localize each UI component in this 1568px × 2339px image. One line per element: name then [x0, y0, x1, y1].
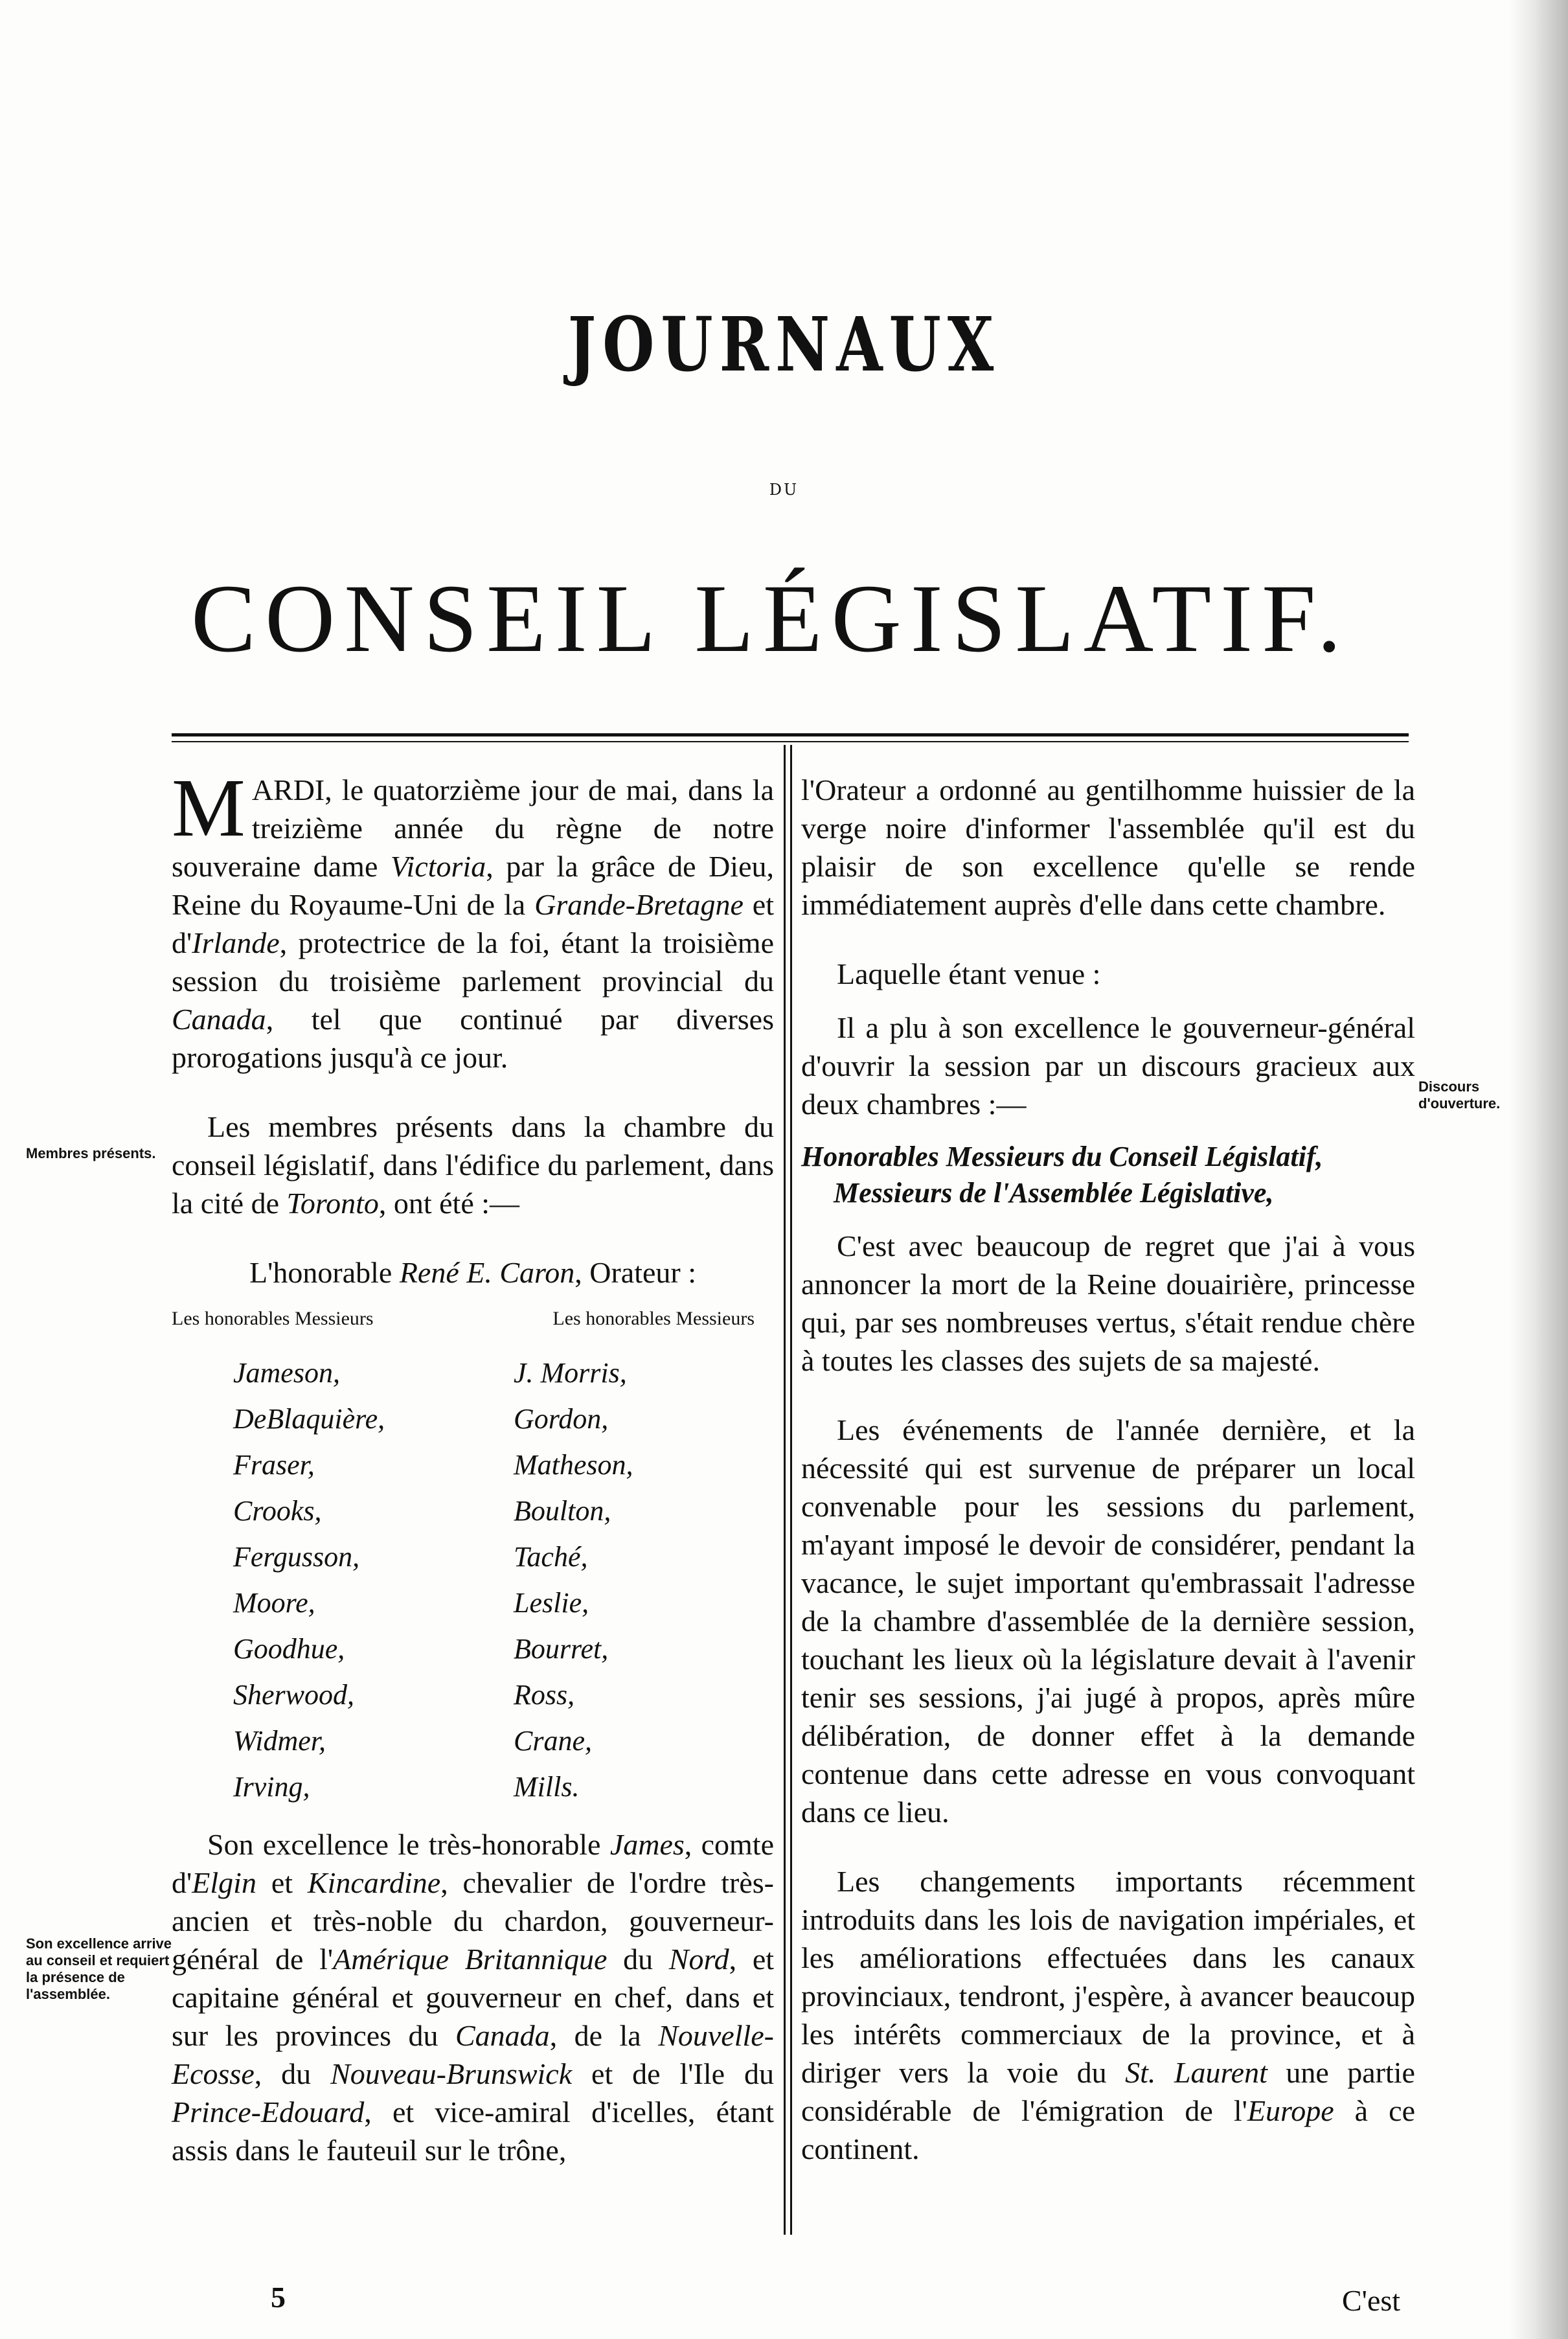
member-name: Gordon,: [514, 1403, 609, 1435]
speech-paragraph-2: Les événements de l'année dernière, et la nécessité qui est survenue de préparer un local convenable pour les sessions du parlement, m'ayant imposé le devoir de considérer, pendant la vacance, le sujet important qu'embrassait l'adresse de la chambre d'assemblée de la dernière session, touchant les lieux où la législature devait à l'avenir tenir ses sessions, j'ai jugé à propos, après mûre délibération, de donner effet à la demande contenue dans cette adresse en vous convoquant dans ce lieu.: [801, 1413, 1415, 1829]
member-name: Goodhue,: [233, 1633, 345, 1665]
margin-note-membres: Membres présents.: [26, 1145, 156, 1161]
member-name: Crooks,: [233, 1495, 322, 1527]
speech-address-council: Honorables Messieurs du Conseil Législatif,: [801, 1141, 1323, 1172]
page-number: 5: [271, 2281, 286, 2314]
member-name: Taché,: [514, 1541, 588, 1573]
member-name: Matheson,: [514, 1449, 633, 1481]
discours-paragraph: Il a plu à son excellence le gouverneur-général d'ouvrir la session par un discours gracieux aux deux chambres :—: [801, 1011, 1415, 1121]
member-name: Ross,: [514, 1679, 575, 1711]
speaker-line: L'honorable René E. Caron, Orateur :: [249, 1256, 696, 1289]
member-name: Leslie,: [514, 1587, 589, 1619]
member-name: Bourret,: [514, 1633, 609, 1665]
member-name: Widmer,: [233, 1725, 326, 1757]
title-journaux: JOURNAUX: [567, 301, 1001, 389]
speech-address-assembly: Messieurs de l'Assemblée Législative,: [834, 1177, 1274, 1209]
members-paragraph: Les membres présents dans la chambre du conseil législatif, dans l'édifice du parlement, dans la cité de Toronto, ont été :—: [172, 1110, 774, 1220]
names-column-headers: [172, 1306, 774, 1332]
title-du: DU: [769, 481, 799, 499]
header-rule-thick: [172, 733, 1409, 736]
catchword: C'est: [1342, 2284, 1401, 2317]
member-name: Sherwood,: [233, 1679, 354, 1711]
governor-paragraph: Son excellence le très-honorable James, comte d'Elgin et Kincardine, chevalier de l'ordre très-ancien et très-noble du chardon, gouverneur-général de l'Amérique Britannique du Nord, et capitaine général et gouverneur en chef, dans et sur les provinces du Canada, de la Nouvelle-Ecosse, du Nouveau-Brunswick et de l'Ile du Prince-Edouard, et vice-amiral d'icelles, étant assis dans le fauteuil sur le trône,: [172, 1828, 775, 2167]
member-name: DeBlaquière,: [233, 1403, 385, 1435]
member-name: J. Morris,: [514, 1357, 627, 1389]
names-header-right: Les honorables Messieurs: [552, 1308, 755, 1329]
column-divider-left: [784, 745, 786, 2235]
member-name: Moore,: [233, 1587, 315, 1619]
member-name: Boulton,: [514, 1495, 611, 1527]
column-divider-right: [790, 745, 792, 2235]
opening-paragraph: MARDI, le quatorzième jour de mai, dans la treizième année du règne de notre souveraine dame Victoria, par la grâce de Dieu, Reine du Royaume-Uni de la Grande-Bretagne et d'Irlande, protectrice de la foi, étant la troisième session du troisième parlement provincial du Canada, tel que continué par diverses prorogations jusqu'à ce jour.: [172, 762, 774, 1074]
speech-paragraph-3: Les changements importants récemment introduits dans les lois de navigation impériales, et les améliorations effectuées dans les canaux provinciaux, tendront, j'espère, à avancer beaucoup les intérêts commerciaux de la province, et à diriger vers la voie du St. Laurent une partie considérable de l'émigration de l'Europe à ce continent.: [801, 1865, 1415, 2165]
member-name: Jameson,: [233, 1357, 340, 1389]
continuation-paragraph: l'Orateur a ordonné au gentilhomme huissier de la verge noire d'informer l'assemblée qu'il est du plaisir de son excellence qu'elle se rende immédiatement auprès d'elle dans cette chambre.: [801, 773, 1415, 921]
left-column: [172, 762, 775, 2169]
member-name: Fraser,: [233, 1449, 315, 1481]
speech-paragraph-1: C'est avec beaucoup de regret que j'ai à vous annoncer la mort de la Reine douairière, princesse qui, par ses nombreuses vertus, s'était rendue chère à toutes les classes des sujets de sa majesté.: [801, 1229, 1415, 1377]
margin-note-discours: Discours d'ouverture.: [1418, 1078, 1501, 1112]
member-name: Crane,: [514, 1725, 592, 1757]
member-name: Fergusson,: [233, 1541, 360, 1573]
laquelle-line: Laquelle étant venue :: [837, 957, 1101, 990]
members-list: [172, 1350, 774, 1810]
member-name: Mills.: [514, 1771, 580, 1803]
header-rule-thin: [172, 741, 1409, 742]
title-conseil-legislatif: CONSEIL LÉGISLATIF.: [190, 565, 1351, 672]
names-header-left: Les honorables Messieurs: [172, 1308, 374, 1329]
drop-cap: M: [172, 762, 245, 854]
member-name: Irving,: [233, 1771, 310, 1803]
right-column: [801, 771, 1415, 2168]
margin-note-excellence: Son excellence arrive au conseil et requiert la présence de l'assemblée.: [26, 1935, 172, 2002]
